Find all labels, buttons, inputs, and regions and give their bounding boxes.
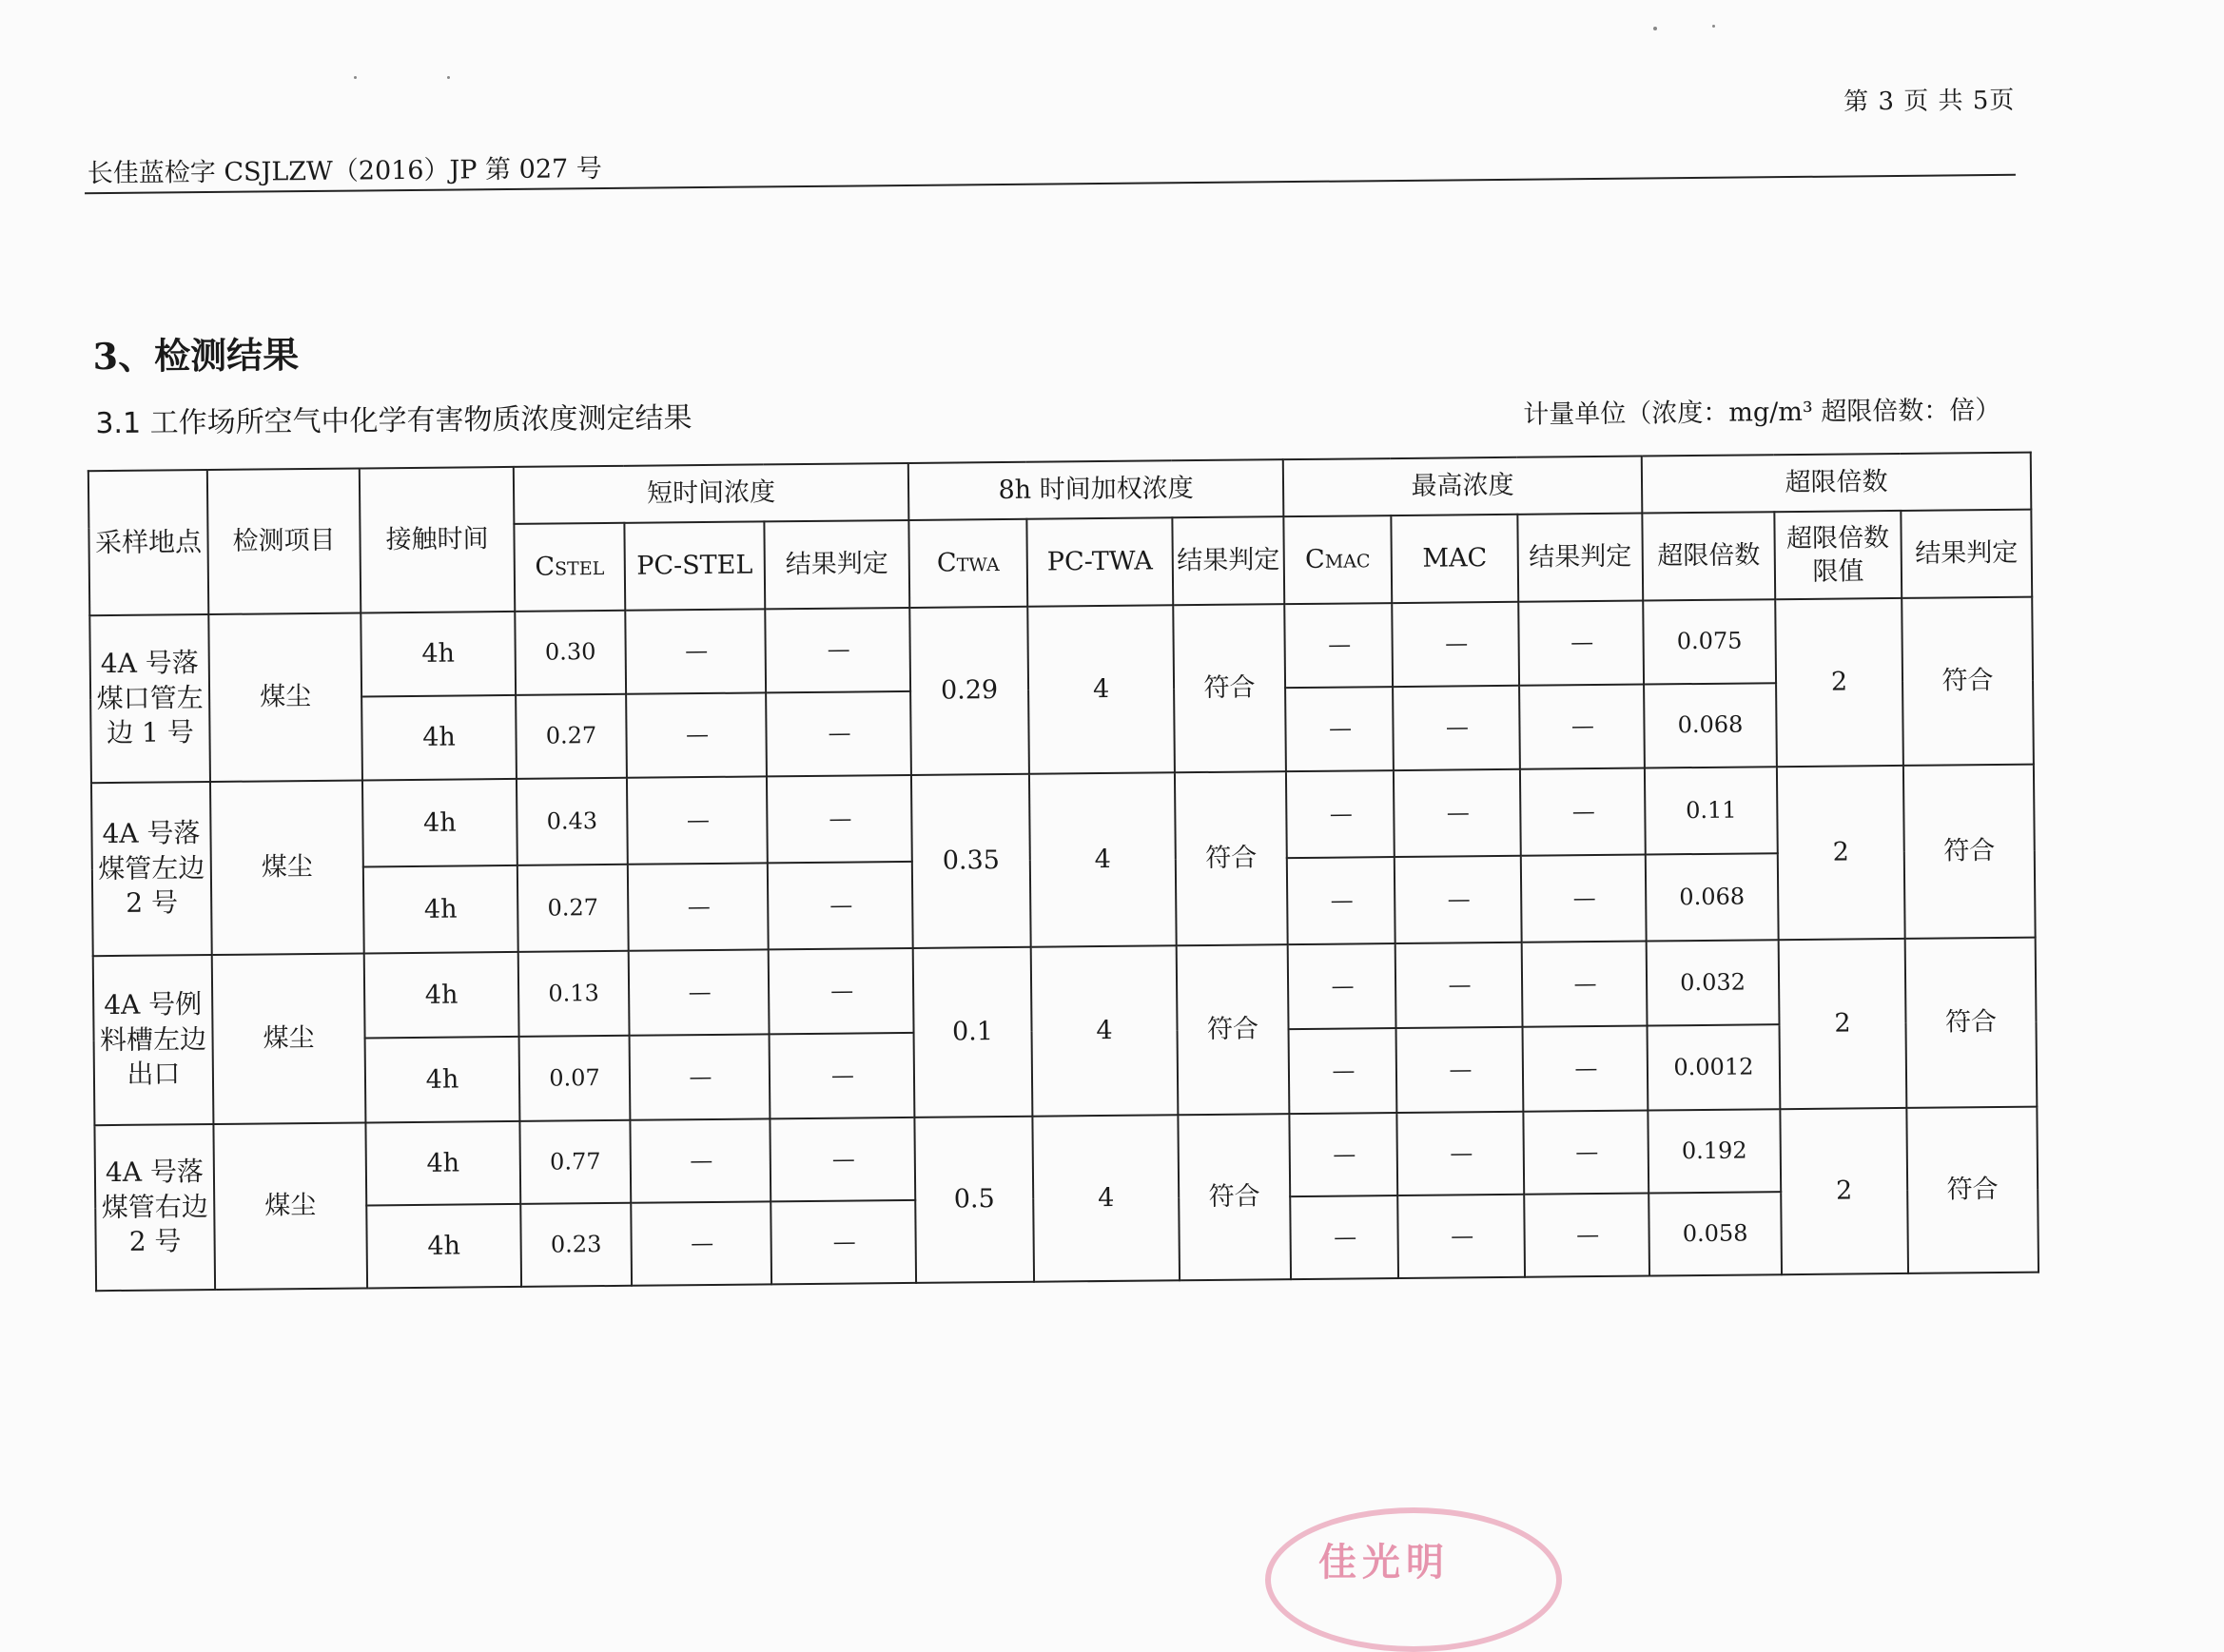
sample-time: 4h <box>361 612 516 697</box>
sample-pc-stel: — <box>630 1034 771 1119</box>
sample-excursion: 0.0012 <box>1648 1024 1781 1110</box>
sample-mac-result: — <box>1524 1194 1649 1277</box>
c-twa-sub: TWA <box>956 554 1000 576</box>
sample-excursion: 0.058 <box>1648 1192 1782 1275</box>
header-excursion-multiple: 超限倍数 <box>1642 512 1775 600</box>
sample-c-stel: 0.77 <box>519 1120 631 1204</box>
sample-mac: — <box>1395 856 1522 943</box>
scan-speck <box>354 76 357 79</box>
row-pc-twa: 4 <box>1032 1115 1180 1281</box>
sample-mac: — <box>1397 1195 1525 1278</box>
unit-note: 计量单位（浓度：mg/m³ 超限倍数：倍） <box>1523 395 2001 430</box>
sample-time: 4h <box>365 1037 520 1123</box>
row-location: 4A 号例料槽左边出口 <box>93 955 214 1125</box>
header-c-stel <box>514 523 625 612</box>
sample-stel-result: — <box>769 948 914 1034</box>
sample-c-mac: — <box>1287 857 1395 944</box>
sample-stel-result: — <box>770 1118 915 1201</box>
table-header <box>88 453 2032 616</box>
sample-c-stel: 0.23 <box>520 1203 632 1287</box>
sample-mac: — <box>1392 602 1519 687</box>
header-group-twa: 8h 时间加权浓度 <box>908 459 1284 520</box>
row-item: 煤尘 <box>210 780 364 955</box>
sample-pc-stel: — <box>631 1201 771 1285</box>
sample-mac: — <box>1394 769 1521 857</box>
scan-speck <box>447 76 450 79</box>
sample-c-mac: — <box>1290 1195 1398 1279</box>
sample-c-stel: 0.27 <box>516 694 627 779</box>
sample-pc-stel: — <box>629 949 770 1035</box>
table-body <box>89 597 2039 1292</box>
sample-pc-stel: — <box>630 1118 771 1202</box>
header-group-excursion: 超限倍数 <box>1642 453 2032 514</box>
row-location: 4A 号落煤口管左边 1 号 <box>89 614 210 783</box>
sample-c-stel: 0.30 <box>515 611 626 695</box>
sample-time: 4h <box>365 1121 520 1206</box>
sample-c-stel: 0.43 <box>517 778 628 865</box>
document-code: 长佳蓝检字 CSJLZW（2016）JP 第 027 号 <box>87 154 602 189</box>
row-c-twa: 0.35 <box>911 774 1031 948</box>
sample-c-mac: — <box>1289 1113 1397 1196</box>
sample-excursion: 0.192 <box>1648 1109 1781 1193</box>
row-excursion-limit: 2 <box>1780 1108 1908 1274</box>
header-excursion-limit: 超限倍数限值 <box>1774 511 1902 599</box>
scan-speck <box>1712 25 1715 28</box>
subsection-title: 3.1 工作场所空气中化学有害物质浓度测定结果 <box>95 401 693 441</box>
sample-stel-result: — <box>765 608 910 692</box>
sample-mac-result: — <box>1519 685 1645 769</box>
header-group-short-time: 短时间浓度 <box>514 463 909 524</box>
header-stel-result: 结果判定 <box>764 520 909 609</box>
row-excursion-result: 符合 <box>1903 765 2036 939</box>
sample-c-stel: 0.13 <box>518 951 630 1037</box>
header-c-twa <box>908 519 1027 608</box>
sample-mac-result: — <box>1522 942 1648 1027</box>
sample-excursion: 0.032 <box>1647 940 1780 1025</box>
sample-mac: — <box>1393 686 1520 770</box>
header-item: 检测项目 <box>207 468 361 614</box>
sample-excursion: 0.068 <box>1646 853 1779 941</box>
row-excursion-result: 符合 <box>1906 1107 2039 1273</box>
row-c-twa: 0.29 <box>909 607 1029 775</box>
row-item: 煤尘 <box>213 1122 367 1290</box>
sample-mac-result: — <box>1521 855 1647 943</box>
sample-c-stel: 0.27 <box>517 865 629 952</box>
c-twa-main: C <box>936 548 957 579</box>
seal-stamp <box>1265 1507 1562 1652</box>
page-number: 第 3 页 共 5页 <box>1844 86 2016 117</box>
row-excursion-limit: 2 <box>1777 766 1905 940</box>
sample-time: 4h <box>363 865 518 954</box>
sample-c-stel: 0.07 <box>519 1036 631 1121</box>
sample-stel-result: — <box>768 862 913 949</box>
sample-pc-stel: — <box>627 776 768 864</box>
row-item: 煤尘 <box>208 612 362 782</box>
sample-pc-stel: — <box>628 863 769 950</box>
row-excursion-result: 符合 <box>1902 597 2034 766</box>
row-location: 4A 号落煤管右边 2 号 <box>94 1124 215 1291</box>
row-twa-result: 符合 <box>1173 604 1286 772</box>
row-excursion-limit: 2 <box>1775 598 1903 767</box>
row-pc-twa: 4 <box>1031 945 1179 1116</box>
scan-speck <box>1653 27 1657 30</box>
sample-c-mac: — <box>1286 770 1395 858</box>
sample-time: 4h <box>364 952 519 1039</box>
seal-stamp-text: 佳光明 <box>1318 1540 1450 1584</box>
sample-time: 4h <box>362 779 517 867</box>
row-twa-result: 符合 <box>1177 944 1290 1115</box>
sample-mac-result: — <box>1518 601 1644 686</box>
header-mac-result: 结果判定 <box>1517 514 1643 602</box>
row-excursion-result: 符合 <box>1905 938 2038 1108</box>
sample-stel-result: — <box>766 691 911 776</box>
header-twa-result: 结果判定 <box>1172 516 1284 605</box>
header-mac: MAC <box>1391 515 1518 603</box>
sample-mac: — <box>1396 1027 1524 1113</box>
c-stel-sub: STEL <box>554 558 605 580</box>
row-twa-result: 符合 <box>1175 771 1288 945</box>
header-c-mac <box>1283 515 1392 604</box>
sample-pc-stel: — <box>625 609 766 693</box>
sample-mac-result: — <box>1520 768 1646 856</box>
c-mac-main: C <box>1304 545 1325 575</box>
row-pc-twa: 4 <box>1027 605 1175 773</box>
row-location: 4A 号落煤管左边 2 号 <box>91 782 212 956</box>
row-twa-result: 符合 <box>1178 1114 1291 1280</box>
header-pc-twa: PC-TWA <box>1026 517 1173 606</box>
sample-stel-result: — <box>767 775 912 863</box>
sample-time: 4h <box>366 1204 521 1289</box>
sample-mac: — <box>1396 1112 1524 1195</box>
row-c-twa: 0.5 <box>914 1117 1034 1283</box>
c-stel-main: C <box>535 552 556 583</box>
sample-excursion: 0.11 <box>1645 767 1778 854</box>
sample-pc-stel: — <box>626 692 767 777</box>
header-excursion-result: 结果判定 <box>1901 510 2032 598</box>
sample-c-mac: — <box>1285 687 1394 771</box>
sample-excursion: 0.075 <box>1643 599 1776 684</box>
header-location: 采样地点 <box>88 470 208 615</box>
sample-stel-result: — <box>771 1200 916 1284</box>
sample-mac: — <box>1395 943 1523 1028</box>
sample-stel-result: — <box>770 1033 915 1118</box>
row-item: 煤尘 <box>212 953 366 1124</box>
header-group-max: 最高浓度 <box>1283 457 1643 517</box>
header-exposure-time: 接触时间 <box>360 467 515 613</box>
sample-c-mac: — <box>1284 603 1393 688</box>
row-excursion-limit: 2 <box>1779 939 1907 1109</box>
row-c-twa: 0.1 <box>913 947 1033 1118</box>
sample-c-mac: — <box>1289 1028 1397 1114</box>
section-title: 3、检测结果 <box>92 333 300 379</box>
row-pc-twa: 4 <box>1029 772 1177 946</box>
c-mac-sub: MAC <box>1324 551 1371 573</box>
sample-c-mac: — <box>1288 943 1396 1029</box>
sample-mac-result: — <box>1523 1111 1648 1195</box>
sample-excursion: 0.068 <box>1644 683 1777 768</box>
header-pc-stel: PC-STEL <box>624 521 765 610</box>
sample-mac-result: — <box>1523 1026 1648 1112</box>
results-table <box>88 452 2039 1292</box>
sample-time: 4h <box>361 695 517 781</box>
